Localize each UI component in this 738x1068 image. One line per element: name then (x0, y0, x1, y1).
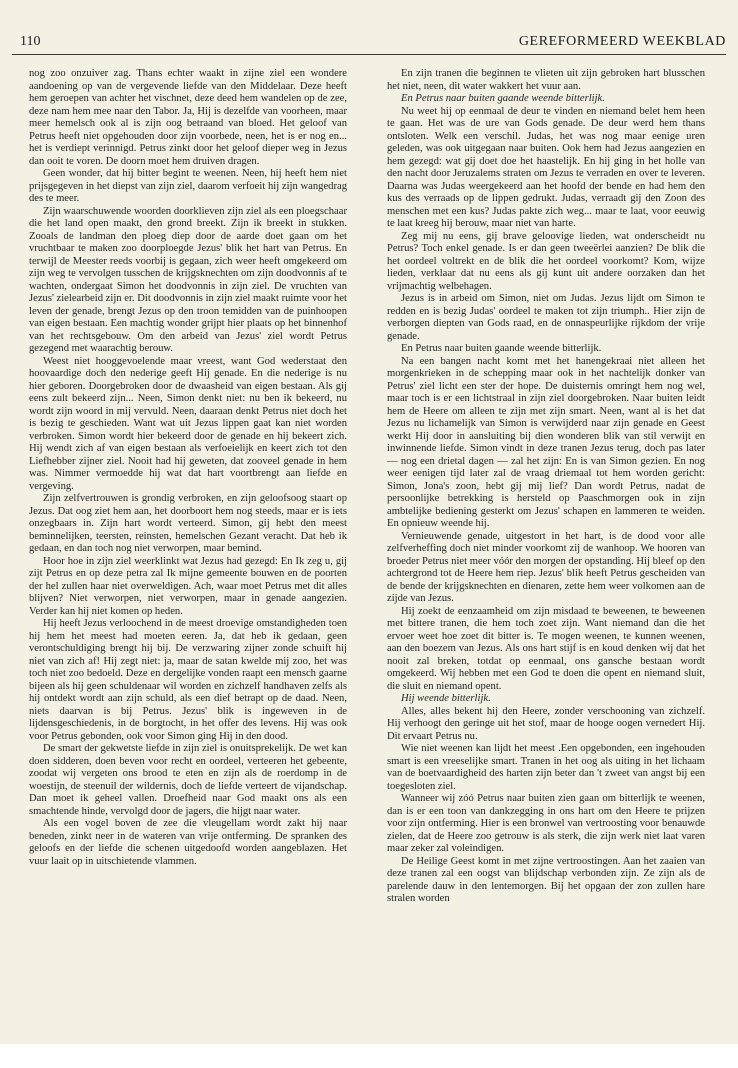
right-column (387, 68, 705, 906)
paragraph: Als een vogel boven de zee die vleugellam wordt zakt hij naar beneden, zinkt neer in de wateren van vrije ontferming. De spranken des geloofs en der liefde die schenen uitgedoofd worden aangeblazen. Het vuur laait op in uitschietende vlammen. (29, 818, 347, 867)
masthead-title: GEREFORMEERD WEEKBLAD (518, 34, 726, 49)
paragraph: Wie niet weenen kan lijdt het meest .Een opgebonden, een ingehouden smart is een vreeselijke smart. Tranen in het oog als uiting in het lichaam van de boetvaardigheid des harten zijn beter dan 't zweet van angst bij een toegesloten ziel. (387, 743, 705, 792)
paragraph: Zeg mij nu eens, gij brave geloovige lieden, wat onderscheidt nu Petrus? Toch enkel genade. Is er dan geen tweeërlei aanzien? De blik die het oordeel voltrekt en de blik die het oordeel voorkomt? Kom, wijze lieden, verklaar dat nu eens als gij kunt uit andere oorzaken dan het vrijmachtig welbehagen. (387, 230, 705, 292)
paragraph: Zijn zelfvertrouwen is grondig verbroken, en zijn geloofsoog staart op Jezus. Dat oog ziet hem aan, het doorboort hem nog steeds, maar er is iets onzegbaars in. Zijn hart wordt verteerd. Simon, gij hebt den meest beminnelijken, teersten, reinsten, hemelschen Gezant veracht. Dat heb ik gedaan, en dan toch nog niet verworpen, maar bemind. (29, 493, 347, 554)
page-header (12, 34, 726, 55)
paragraph: Nu weet hij op eenmaal de deur te vinden en niemand belet hem heen te gaan. Het was de ure van Gods genade. De deur werd hem thans ontsloten. Welk een verschil. Judas, het was nog maar eenige uren geleden, was ook uitgegaan naar buiten. Ook hem had Jezus aangezien en hem gezegd: wat gij doet doe het haastelijk. En hij ging in het holle van den nacht door Jeruzalems straten om Jezus te verraden en over te leveren. Daarna was Judas weergekeerd aan het hoofd der bende en had hem den kus des verraads op de lippen gedrukt. Judas, verraadt gij den Zoon des menschen met een kus? Judas pakte zich weg... maar te laat, voor eeuwig te laat kreeg hij berouw, maar niet van harte. (387, 105, 705, 229)
paragraph: Na een bangen nacht komt met het hanengekraai niet alleen het morgenkrieken in de schepping maar ook in het nachtelijk donker van Petrus' ziel licht een ster der hope. De duisternis omringt hem nog wel, maar toch is er een lichtstraal in zijn ziel doorgebroken. Naar buiten leidt hem de Heere om alleen te zijn met zijn smart. Neen, want al is het dat Jezus nu lichamelijk van Simon is verwijderd naar zijn genade en Geest werkt Hij door in aansluiting bij dien wonderen blik van stil verwijt en inwinnende liefde. Simon vindt in deze tranen Jezus terug, doch pas later — nog een drietal dagen — zal het zijn: En is van Simon gezien. En nog weer eenigen tijd later zal de vraag driemaal tot hem worden gericht: Simon, Jona's zoon, hebt gij mij lief? Dan wordt Petrus, nadat de persoonlijke betrekking is hersteld op Paaschmorgen ook in zijn ambtelijke bediening gesterkt om Jezus' schapen en lammeren te weiden. En opnieuw weende hij. (387, 355, 705, 529)
paragraph: Vernieuwende genade, uitgestort in het hart, is de dood voor alle zelfverheffing doch niet minder voorkomt zij de wanhoop. We hooren van broeder Petrus niet meer vóór den morgen der opstanding. Hij bleef op den achtergrond tot de Heere hem riep. Jezus' blik heeft Petrus gescheiden van de bende der krijgsknechten en dienaren, zette hem weer volkomen aan de zijde van Jezus. (387, 530, 705, 604)
paragraph: En zijn tranen die beginnen te vlieten uit zijn gebroken hart blusschen het niet, neen, dit water wakkert het vuur aan. (387, 68, 705, 92)
paragraph: De smart der gekwetste liefde in zijn ziel is onuitsprekelijk. De wet kan doen sidderen, doen beven voor recht en oordeel, verteeren het gebeente, zoodat wij vergeten ons brood te eten en zijn als de roerdomp in de woestijn, de steenuil der wildernis, doch de liefde verteert de vijandschap. Dan moet ik geheel vallen. Droefheid naar God maakt ons als een smachtende hinde, vervolgd door de jagers, die hijgt naar water. (29, 743, 347, 817)
paragraph: Wanneer wij zóó Petrus naar buiten zien gaan om bitterlijk te weenen, dan is er een toon van dankzegging in ons hart om den Heere te prijzen voor zijn ontferming. Hier is een bronwel van vertroosting voor benauwde zielen, dat de Heere zoo getrouw is als sterk, die zijn werk niet laat varen maar zeker zal voleindigen. (387, 793, 705, 854)
paragraph: Geen wonder, dat hij bitter begint te weenen. Neen, hij heeft hem niet prijsgegeven in het diepst van zijn ziel, daarom verfoeit hij zijn wangedrag des te meer. (29, 168, 347, 204)
paragraph: En Petrus naar buiten gaande weende bitterlijk. (401, 343, 602, 354)
paragraph: Hoor hoe in zijn ziel weerklinkt wat Jezus had gezegd: En Ik zeg u, gij zijt Petrus en op deze petra zal Ik mijne gemeente bouwen en de poorten der hel zullen haar niet overweldigen. Ach, waar moet Petrus met dit alles blijven? Niet verworpen, niet verworpen, maar in genade aangezien. Verder kan hij niet komen op heden. (29, 555, 347, 617)
paragraph: Hij heeft Jezus verloochend in de meest droevige omstandigheden toen hij hem het meest had moeten eeren. Ja, dat heb ik gedaan, geen verontschuldiging brengt hij bij. De verzwaring zijner zonde schuift hij niet van zich af! Hij zegt niet: ja, maar de satan kwelde mij zoo, het was toch niet zoo bedoeld. Deze en dergelijke vonden raapt een mensch gaarne bijeen als hij geen schuldenaar wil worden en zichzelf handhaven zelfs als hij ontdekt wordt aan zijn schuld, als een dief betrapt op de daad. Neen, niets daarvan is bij Petrus. Jezus' blik is ingeweven in de lijdensgeschiedenis, in de borgtocht, in het offer des levens. Hij was ook voor Petrus gebonden, ook voor Simon ging Hij in den dood. (29, 618, 347, 742)
page-bottom-margin (0, 1044, 738, 1068)
paragraph: Zijn waarschuwende woorden doorklieven zijn ziel als een ploegschaar die het land open maakt, den grond breekt. Zijn ik breekt in stukken. Zooals de landman den ploeg diep door de aarde doet gaan om het vruchtbaar te maken zoo doorploegde Jezus' blik het hart van Petrus. En terwijl de Meester reeds voorbij is gegaan, zich weer heeft omgekeerd om zijn weg te vervolgen tusschen de krijgsknechten om zijn doodvonnis af te wachten, ondergaat Simon het doodvonnis in zijn ziel. De vruchten van Jezus' zielearbeid zijn er. Dit doodvonnis in zijn ziel maakt ruimte voor het leven der genade, brengt Jezus op den troon temidden van de puinhoopen van eigen bestaan. Een machtig wonder grijpt hier plaats op het binnenhof van het rechtsgebouw. Om den arbeid van Jezus' ziel wordt Petrus gezegend met waarachtig berouw. (29, 205, 347, 354)
paragraph: Jezus is in arbeid om Simon, niet om Judas. Jezus lijdt om Simon te redden en is bezig Judas' oordeel te maken tot zijn triumph.. Hier zijn de verborgen diepten van Gods raad, en de onnaspeurlijke rijkdom der vrije genade. (387, 293, 705, 342)
paragraph: Weest niet hooggevoelende maar vreest, want God wederstaat den hoovaardige doch den nederige geeft Hij genade. En die nederige is nu hier geboren. Doorgebroken door de dwaasheid van eigen bestaan. Als gij eens zult bekeerd zijn... Neen, Simon denkt niet: nu ben ik bekeerd, nu wordt zijn woord in mij vervuld. Neen, daaraan denkt Petrus niet doch het is bezig te geschieden. Want wat uit Jezus lippen gaat kan niet worden verbroken. Simon wordt hier bekeerd door de genade en hij bekeert zich. Hij wendt zich af van eigen bestaan als verfoeielijk en keert zich tot den Liefhebber zijner ziel. Nooit had hij geweten, dat zooveel genade in hem was. Nimmer vermoedde hij wat dat hart voortbrengt aan liefde en vergeving. (29, 355, 347, 492)
italic-refrain: En Petrus naar buiten gaande weende bitterlijk. (401, 93, 605, 104)
paragraph: nog zoo onzuiver zag. Thans echter waakt in zijne ziel een wondere aandoening op van de vergevende liefde van den Middelaar. Deze heeft hem geroepen van achter het vischnet, deze deed hem wandelen op de zee, deze nam hem mee naar den Tabor. Ja, Hij is dezelfde van voorheen, maar meer hemelsch ook al is zijn oog betraand van bloed. Het geloof van Petrus heeft niet opgehouden door zijn voorbede, neen, het is er nog en... het is verdiept verinnigd. Petrus zinkt door het geloof dieper weg in Jezus dan ooit te voren. De doorn moet hem druiven dragen. (29, 68, 347, 167)
paragraph: Hij zoekt de eenzaamheid om zijn misdaad te beweenen, te beweenen met bittere tranen, die hem toch zoet zijn. Want niemand dan die het ervoer weet hoe zoet dit bitter is. Te mogen weenen, te kunnen weenen, aan den boezem van Jezus. Als ons hart stijf is en koud denken wij dat het nooit zal breken, totdat op eenmaal, ons gansche bestaan wordt omgekeerd. Wij hebben met een God te doen die opent en niemand sluit, die sluit en niemand opent. (387, 605, 705, 692)
paragraph: Alles, alles bekent hij den Heere, zonder verschooning van zichzelf. Hij verhoogt den geringe uit het stof, maar de hooge oogen vernedert Hij. Dit ervaart Petrus nu. (387, 705, 705, 742)
italic-refrain: Hij weende bitterlijk. (401, 693, 491, 704)
paragraph: De Heilige Geest komt in met zijne vertroostingen. Aan het zaaien van deze tranen zal een oogst van blijdschap verbonden zijn. Ze zijn als de parelende dauw in den lentemorgen. Bij het opgaan der zon zullen hare stralen worden (387, 855, 705, 904)
page-number: 110 (20, 34, 41, 49)
left-column (29, 68, 347, 868)
